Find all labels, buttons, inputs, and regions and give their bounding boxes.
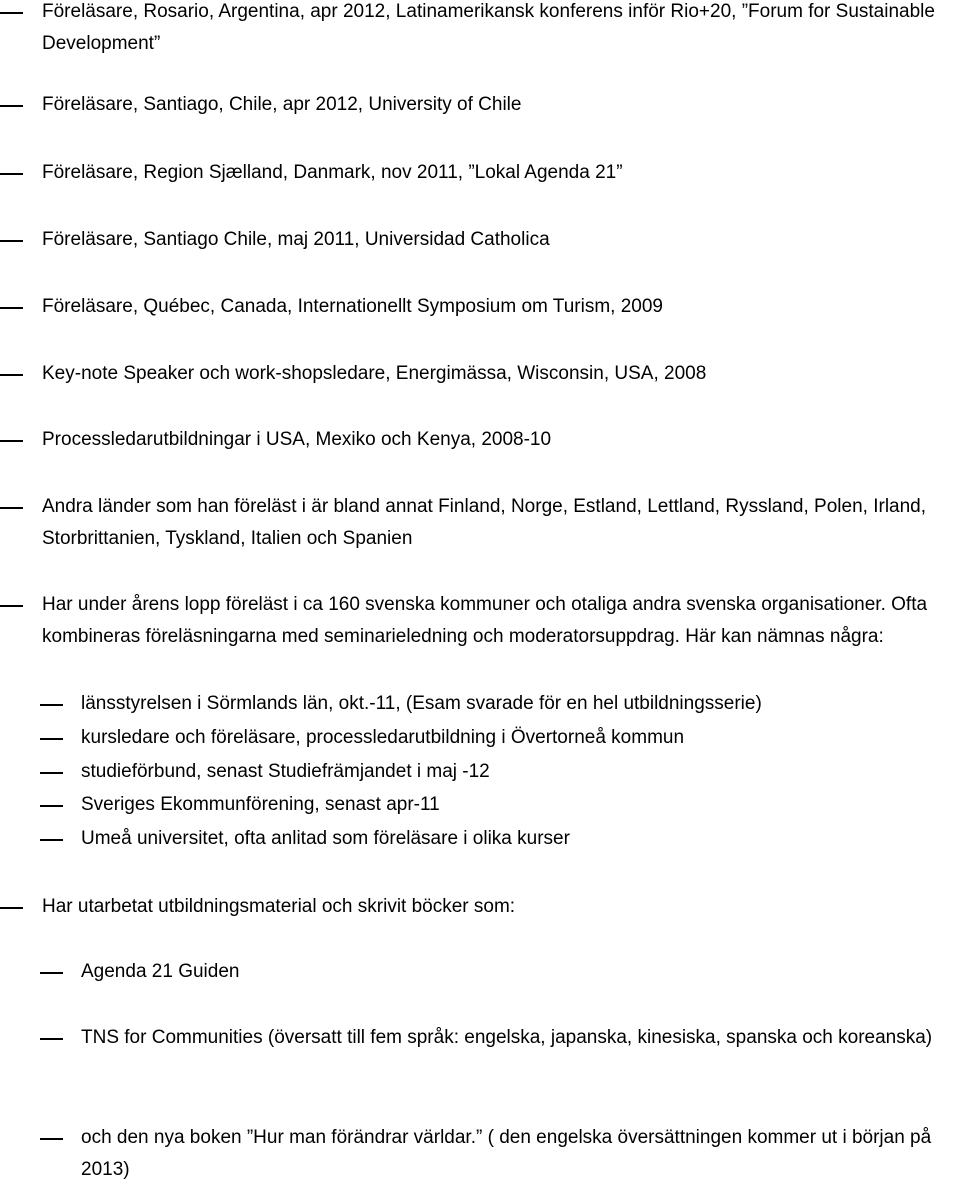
list-item — [0, 291, 960, 323]
sub-list-item — [0, 688, 960, 720]
sub-list-item — [0, 789, 960, 821]
sub-list-item-text: och den nya boken ”Hur man förändrar världar.” ( den engelska översättningen kommer ut i början på 2013) — [81, 1127, 932, 1180]
list-item — [0, 157, 960, 189]
dash-bullet — [40, 738, 63, 740]
sub-list-item-text: Sveriges Ekommunförening, senast apr-11 — [81, 794, 440, 815]
list-item-text: Andra länder som han föreläst i är bland annat Finland, Norge, Estland, Lettland, Ryssland, Polen, Irland, Storbrittanien, Tyskland, Italien och Spanien — [42, 496, 927, 549]
list-item — [0, 224, 960, 256]
sub-list-item — [0, 956, 960, 988]
sub-list-item-text: länsstyrelsen i Sörmlands län, okt.-11, (Esam svarade för en hel utbildningsserie) — [81, 693, 762, 714]
dash-bullet — [0, 440, 23, 442]
sub-list-item — [0, 756, 960, 788]
list-item — [0, 589, 960, 653]
list-item-text: Föreläsare, Rosario, Argentina, apr 2012, Latinamerikansk konferens inför Rio+20, ”Forum for Sustainable Development” — [42, 1, 935, 54]
dash-bullet — [40, 772, 63, 774]
dash-bullet — [0, 105, 23, 107]
dash-bullet — [0, 240, 23, 242]
list-item-text: Processledarutbildningar i USA, Mexiko och Kenya, 2008-10 — [42, 429, 552, 450]
sub-list-item — [0, 1022, 960, 1054]
list-item-text: Föreläsare, Québec, Canada, Internationellt Symposium om Turism, 2009 — [42, 296, 663, 317]
sub-list-item-text: Umeå universitet, ofta anlitad som föreläsare i olika kurser — [81, 828, 570, 849]
dash-bullet — [0, 605, 23, 607]
dash-bullet — [0, 307, 23, 309]
list-item-text: Föreläsare, Santiago Chile, maj 2011, Universidad Catholica — [42, 229, 550, 250]
dash-bullet — [40, 1038, 63, 1040]
dash-bullet — [40, 805, 63, 807]
dash-bullet — [40, 1138, 63, 1140]
dash-bullet — [40, 972, 63, 974]
sub-list-item — [0, 722, 960, 754]
list-item — [0, 424, 960, 456]
dash-bullet — [0, 907, 23, 909]
dash-bullet — [40, 704, 63, 706]
list-item — [0, 358, 960, 390]
sub-list-item-text: TNS for Communities (översatt till fem språk: engelska, japanska, kinesiska, spanska och koreanska) — [81, 1027, 933, 1048]
list-item — [0, 891, 960, 923]
list-item — [0, 89, 960, 121]
sub-list-item — [0, 823, 960, 855]
list-item-text: Har under årens lopp föreläst i ca 160 svenska kommuner och otaliga andra svenska organisationer. Ofta kombineras föreläsningarna med seminarieledning och moderatorsuppdrag. Här kan nämnas några: — [42, 594, 928, 647]
list-item-text: Föreläsare, Santiago, Chile, apr 2012, University of Chile — [42, 94, 522, 115]
list-item-text: Har utarbetat utbildningsmaterial och skrivit böcker som: — [42, 896, 516, 917]
sub-list-item-text: kursledare och föreläsare, processledarutbildning i Övertorneå kommun — [81, 727, 685, 748]
sub-list-item-text: studieförbund, senast Studiefrämjandet i maj -12 — [81, 761, 490, 782]
dash-bullet — [40, 839, 63, 841]
dash-bullet — [0, 12, 23, 14]
list-item-text: Föreläsare, Region Sjælland, Danmark, nov 2011, ”Lokal Agenda 21” — [42, 162, 623, 183]
list-item-text: Key-note Speaker och work-shopsledare, Energimässa, Wisconsin, USA, 2008 — [42, 363, 707, 384]
list-item — [0, 491, 960, 555]
list-item — [0, 0, 960, 60]
dash-bullet — [0, 507, 23, 509]
dash-bullet — [0, 374, 23, 376]
sub-list-item-text: Agenda 21 Guiden — [81, 961, 240, 982]
sub-list-item — [0, 1122, 960, 1186]
dash-bullet — [0, 173, 23, 175]
